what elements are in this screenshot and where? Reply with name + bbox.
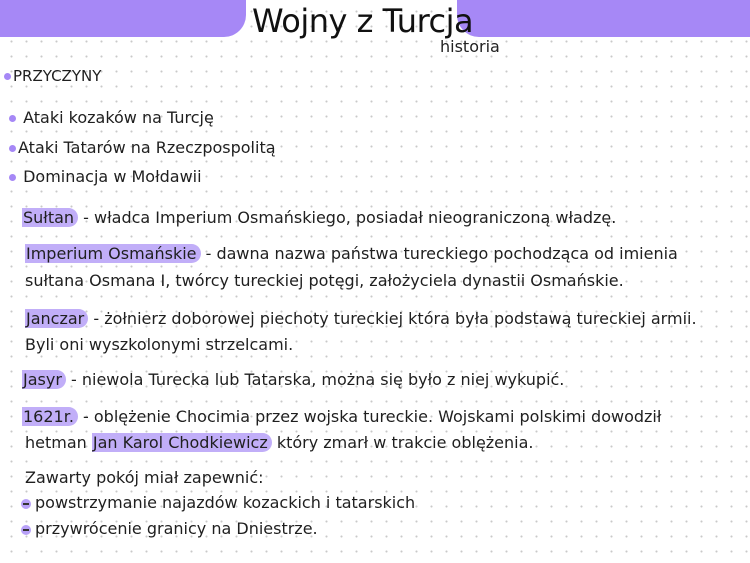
header-bar-left bbox=[0, 0, 246, 37]
highlighted-term: Janczar bbox=[25, 309, 88, 328]
definition-chocim-cont: hetman Jan Karol Chodkiewicz który zmarł w trakcie oblężenia. bbox=[25, 433, 534, 452]
list-item: Dominacja w Mołdawii bbox=[9, 167, 202, 186]
definition-text: - niewola Turecka lub Tatarska, można się było z niej wykupić. bbox=[65, 370, 565, 389]
highlighted-term: 1621r. bbox=[22, 407, 78, 426]
list-item: Ataki Tatarów na Rzeczpospolitą bbox=[9, 138, 276, 157]
header-bar-right bbox=[457, 0, 750, 37]
definition-janczar bbox=[25, 309, 697, 328]
definition-imperium bbox=[25, 244, 678, 263]
definition-text: - dawna nazwa państwa tureckiego pochodząca od imienia bbox=[200, 244, 678, 263]
section-heading-label: PRZYCZYNY bbox=[13, 67, 102, 85]
page-subtitle: historia bbox=[440, 37, 500, 56]
bullet-dot-icon bbox=[9, 145, 16, 152]
list-item: powstrzymanie najazdów kozackich i tatarskich bbox=[21, 493, 415, 512]
definition-text: - władca Imperium Osmańskiego, posiadał nieograniczoną władzę. bbox=[78, 208, 617, 227]
highlighted-term: Jan Karol Chodkiewicz bbox=[92, 433, 272, 452]
definition-text: - oblężenie Chocimia przez wojska tureckie. Wojskami polskimi dowodził bbox=[77, 407, 662, 426]
highlighted-term: Sułtan bbox=[22, 208, 78, 227]
highlighted-term: Imperium Osmańskie bbox=[25, 244, 201, 263]
dash-bullet-icon bbox=[21, 499, 31, 509]
list-item: Ataki kozaków na Turcję bbox=[9, 108, 214, 127]
peace-heading: Zawarty pokój miał zapewnić: bbox=[25, 468, 264, 487]
definition-sultan bbox=[22, 208, 616, 227]
definition-chocim bbox=[22, 407, 661, 426]
definition-imperium-cont: sułtana Osmana I, twórcy tureckiej potęgi, założyciela dynastii Osmańskie. bbox=[25, 271, 624, 290]
bullet-dot-icon bbox=[9, 174, 16, 181]
definition-janczar-cont: Byli oni wyszkolonymi strzelcami. bbox=[25, 335, 294, 354]
list-item: przywrócenie granicy na Dniestrze. bbox=[21, 519, 318, 538]
highlighted-term: Jasyr bbox=[22, 370, 66, 389]
definition-jasyr bbox=[22, 370, 564, 389]
page-title: Wojny z Turcja bbox=[252, 2, 474, 40]
bullet-dot-icon bbox=[9, 115, 16, 122]
definition-text: - żołnierz doborowej piechoty tureckiej która była podstawą tureckiej armii. bbox=[88, 309, 697, 328]
bullet-dot-icon bbox=[4, 73, 11, 80]
section-heading bbox=[4, 67, 101, 85]
dash-bullet-icon bbox=[21, 525, 31, 535]
